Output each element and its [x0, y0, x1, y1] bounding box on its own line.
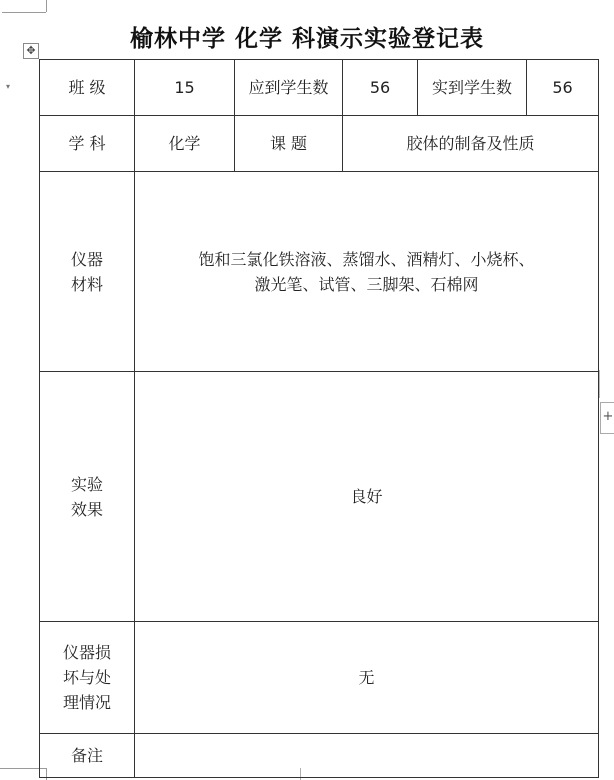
page-corner-mark — [2, 12, 46, 13]
actual-students-label: 实到学生数 — [431, 78, 512, 97]
remarks-value-cell[interactable] — [135, 734, 599, 778]
damage-label: 仪器损 坏与处 理情况 — [62, 643, 111, 712]
topic-value: 胶体的制备及性质 — [406, 134, 535, 153]
result-value-cell[interactable] — [135, 372, 599, 622]
class-value: 15 — [174, 78, 195, 97]
expected-students-label-cell[interactable] — [235, 60, 343, 116]
subject-label: 学 科 — [68, 134, 106, 153]
topic-label: 课 题 — [269, 134, 308, 153]
result-label: 实验 效果 — [70, 474, 103, 519]
table-row — [40, 372, 599, 622]
actual-students-label-cell[interactable] — [418, 60, 527, 116]
equipment-label: 仪器 材料 — [70, 249, 103, 294]
page-title: 榆林中学 化学 科演示实验登记表 — [129, 26, 484, 52]
equipment-value-cell[interactable] — [135, 172, 599, 372]
table-add-column-icon[interactable]: + — [600, 402, 614, 434]
table-row — [40, 734, 599, 778]
remarks-label: 备注 — [70, 746, 103, 765]
equipment-label-cell[interactable] — [40, 172, 135, 372]
result-value: 良好 — [350, 487, 383, 506]
table-row — [40, 172, 599, 372]
class-label: 班 级 — [68, 78, 106, 97]
table-row — [40, 60, 599, 116]
topic-value-cell[interactable] — [343, 116, 599, 172]
table-row — [40, 622, 599, 734]
damage-label-cell[interactable] — [40, 622, 135, 734]
table-move-handle-icon[interactable]: ✥ — [23, 43, 39, 59]
table-row — [40, 116, 599, 172]
expected-students-value-cell[interactable] — [343, 60, 418, 116]
table-edge-line — [599, 370, 600, 398]
registration-table — [39, 59, 599, 778]
actual-students-value: 56 — [552, 78, 573, 97]
actual-students-value-cell[interactable] — [527, 60, 599, 116]
class-label-cell[interactable] — [40, 60, 135, 116]
result-label-cell[interactable] — [40, 372, 135, 622]
damage-value: 无 — [358, 668, 375, 687]
paragraph-marker-icon: ▾ — [6, 82, 11, 91]
damage-value-cell[interactable] — [135, 622, 599, 734]
expected-students-label: 应到学生数 — [248, 78, 329, 97]
equipment-value: 饱和三氯化铁溶液、蒸馏水、酒精灯、小烧杯、 激光笔、试管、三脚架、石棉网 — [198, 249, 535, 294]
remarks-label-cell[interactable] — [40, 734, 135, 778]
subject-value-cell[interactable] — [135, 116, 235, 172]
class-value-cell[interactable] — [135, 60, 235, 116]
subject-value: 化学 — [168, 134, 201, 153]
topic-label-cell[interactable] — [235, 116, 343, 172]
subject-label-cell[interactable] — [40, 116, 135, 172]
page-corner-mark — [46, 0, 47, 12]
expected-students-value: 56 — [369, 78, 391, 97]
